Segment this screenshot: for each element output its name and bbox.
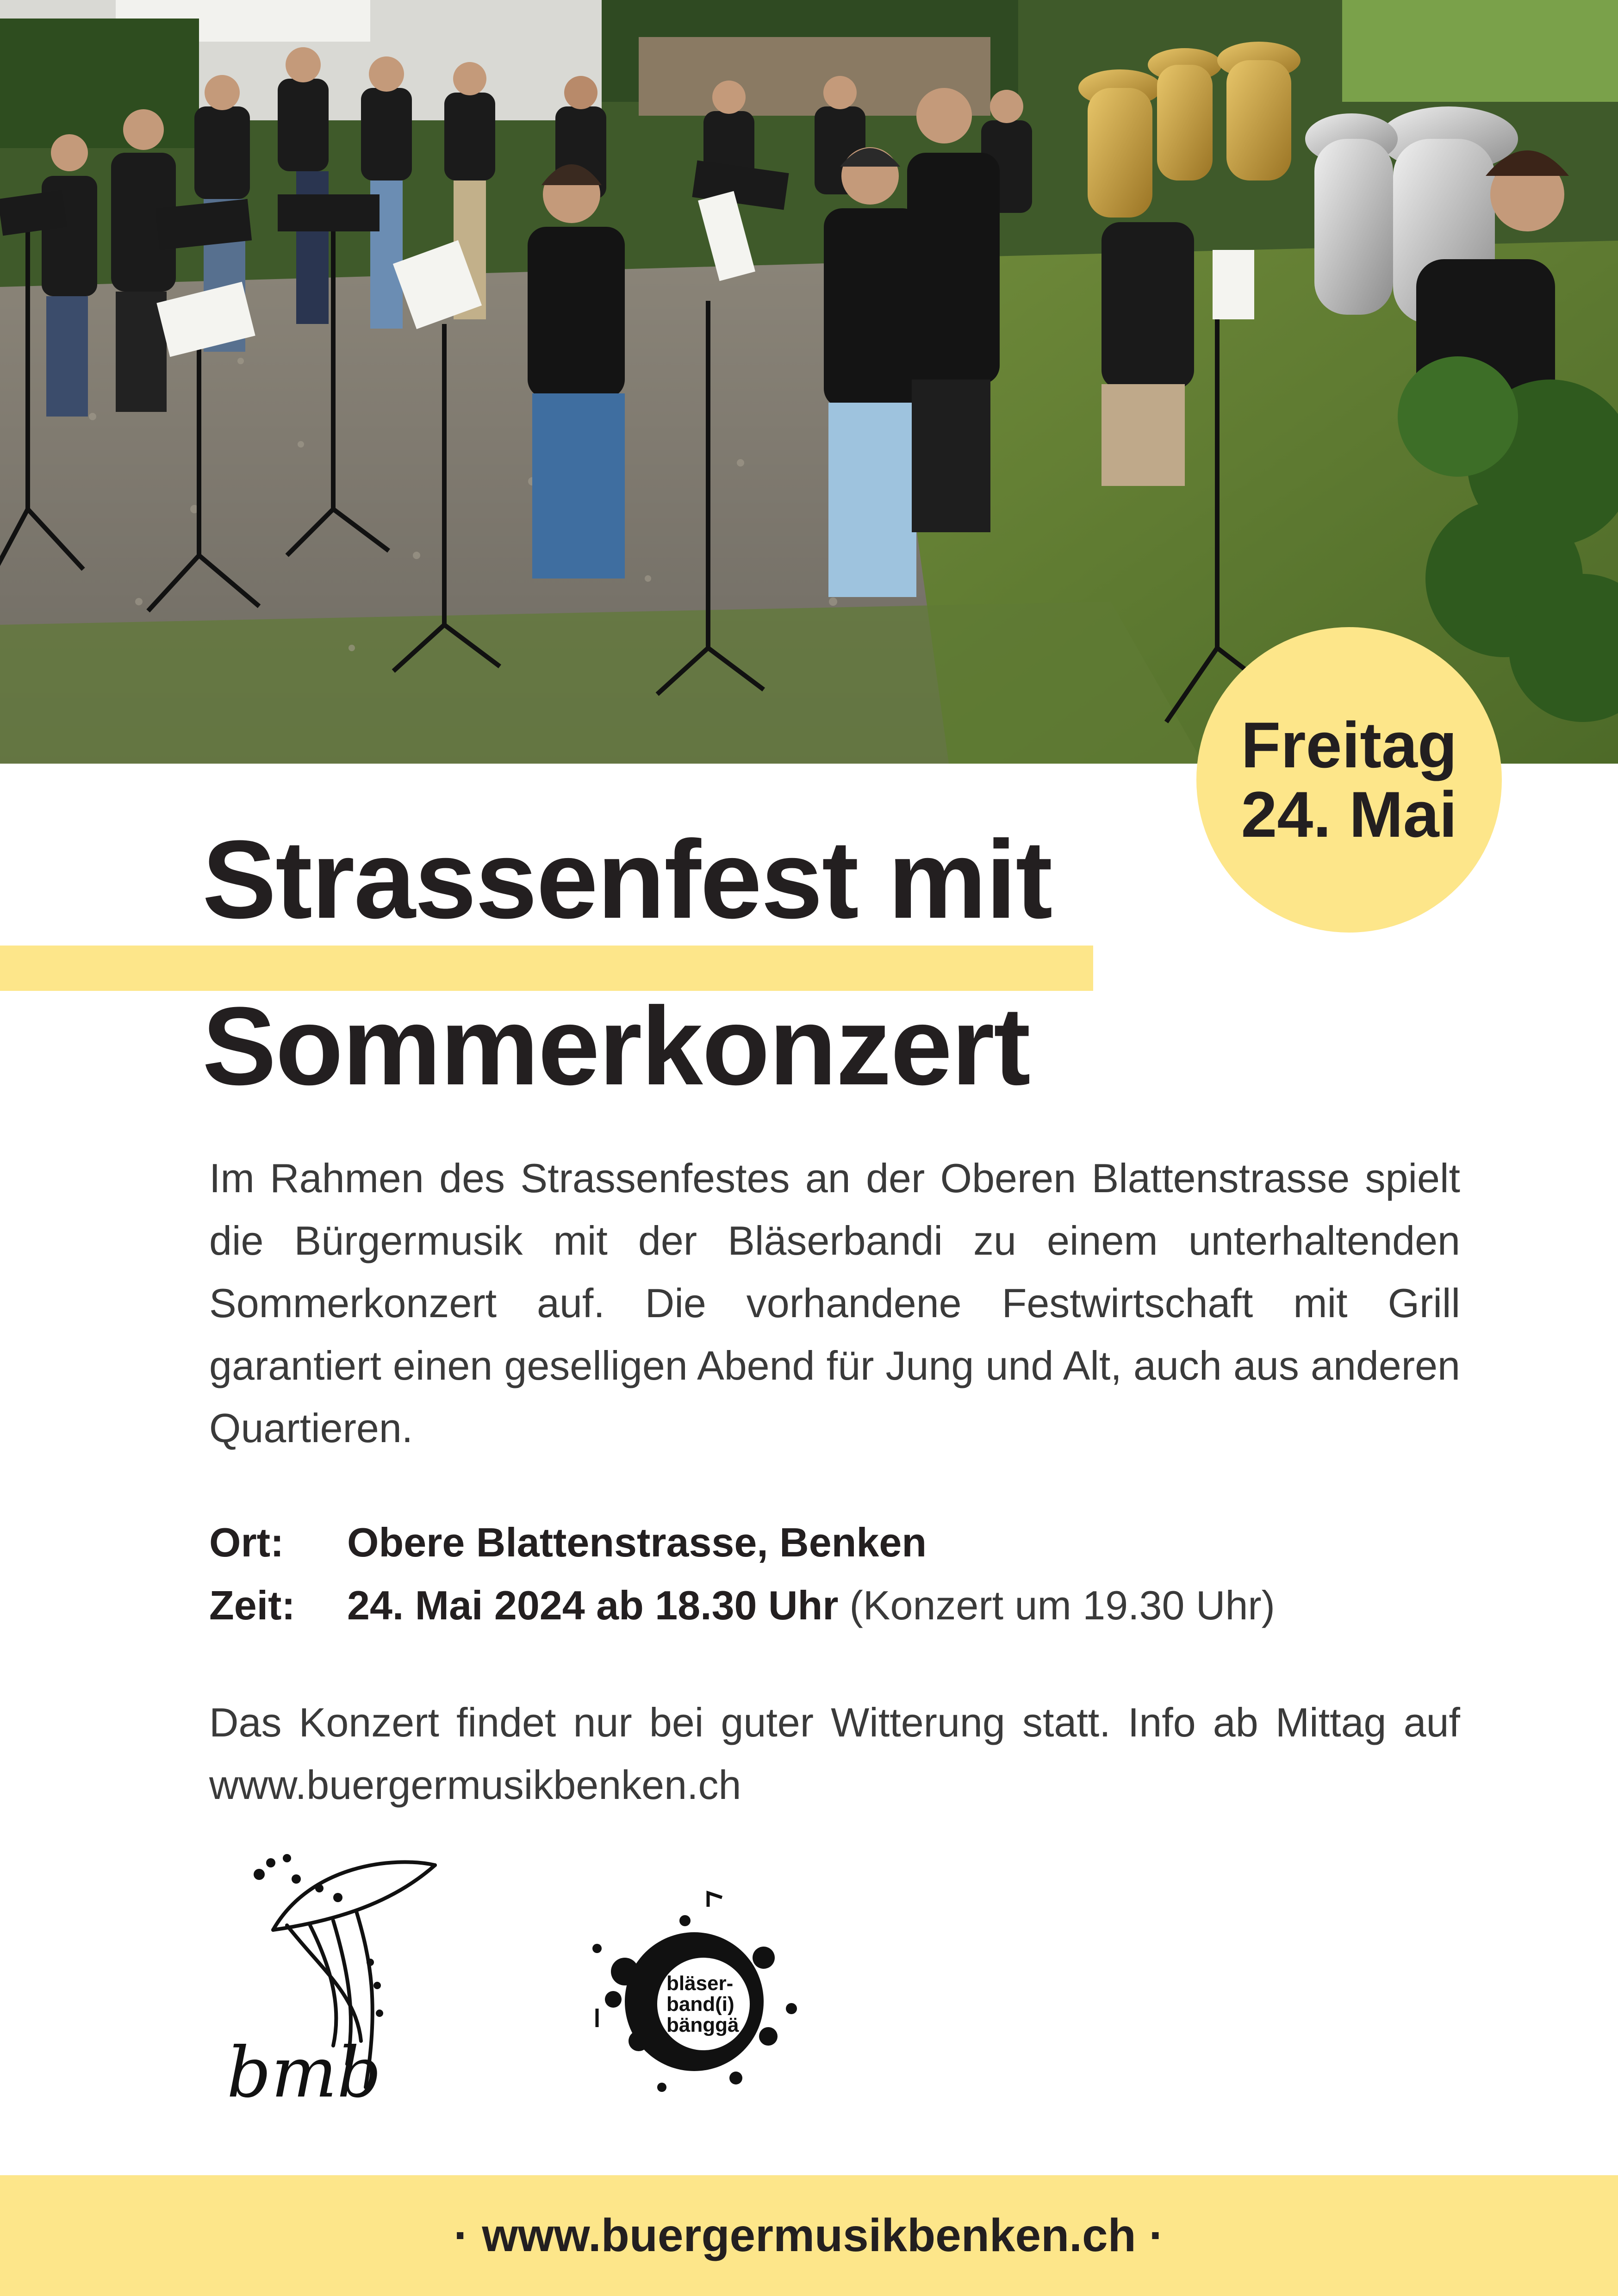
bmb-logo-text: bmb <box>227 2033 382 2110</box>
detail-row-ort <box>209 1511 1275 1574</box>
zeit-value: 24. Mai 2024 ab 18.30 Uhr <box>347 1582 839 1628</box>
footer-banner <box>0 2175 1618 2296</box>
event-details <box>209 1511 1275 1637</box>
blaeserband-line-1: bläser- <box>666 1972 734 1995</box>
blaeserband-line-2: band(i) <box>666 1993 734 2016</box>
badge-date: 24. Mai <box>1241 778 1457 851</box>
intro-paragraph: Im Rahmen des Strassenfestes an der Oberen Blattenstrasse spielt die Bürgermusik mit der Bläserbandi zu einem unterhaltenden Sommerkonzert auf. Die vorhandene Festwirtschaft mit Grill garantiert einen geselligen Abend für Jung und Alt, auch aus anderen Quartieren. <box>209 1155 1460 1451</box>
blaeserband-line-3: bänggä <box>666 2014 739 2036</box>
blaeserband-logo <box>569 1888 819 2106</box>
zeit-label: Zeit: <box>209 1582 295 1628</box>
date-badge <box>1196 627 1502 933</box>
footer-url[interactable]: · www.buergermusikbenken.ch · <box>454 2209 1164 2261</box>
detail-row-zeit <box>209 1574 1275 1637</box>
weather-note: Das Konzert findet nur bei guter Witterung statt. Info ab Mittag auf www.buergermusikbenken.ch <box>209 1699 1460 1808</box>
title-line-1: Strassenfest mit <box>202 817 1052 941</box>
ort-value: Obere Blattenstrasse, Benken <box>347 1519 927 1565</box>
badge-day: Freitag <box>1241 709 1457 781</box>
title-line-2: Sommerkonzert <box>202 984 1030 1108</box>
ort-label: Ort: <box>209 1519 284 1565</box>
zeit-note: (Konzert um 19.30 Uhr) <box>849 1582 1275 1628</box>
bmb-logo <box>218 1847 449 2110</box>
